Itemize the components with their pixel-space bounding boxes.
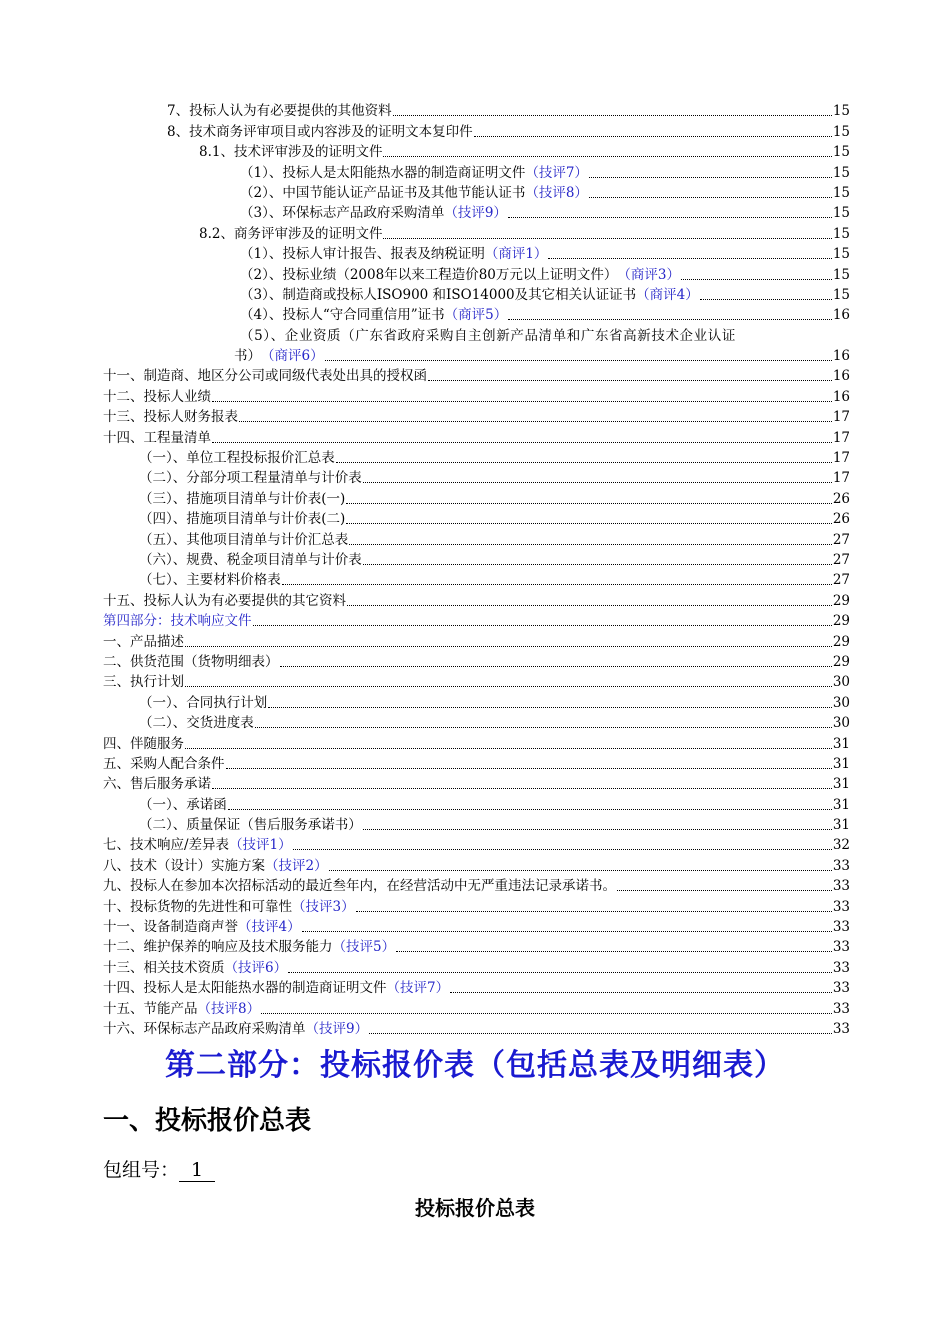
- toc-entry-tag: （商评1）: [484, 246, 548, 263]
- toc-entry-text: （一）、合同执行计划: [139, 694, 268, 711]
- toc-page-number: 15: [832, 144, 850, 161]
- toc-entry[interactable]: [103, 284, 850, 304]
- toc-entry[interactable]: [103, 875, 850, 895]
- dot-leader: [548, 258, 831, 259]
- toc-page-number: 33: [832, 919, 850, 936]
- toc-entry-tag: （技评3）: [292, 898, 355, 915]
- toc-page-number: 17: [832, 429, 850, 446]
- toc-entry[interactable]: [103, 508, 850, 528]
- toc-entry[interactable]: [103, 549, 850, 569]
- toc-entry-text: （3）、制造商或投标人ISO900 和ISO14000及其它相关认证证书: [240, 286, 637, 303]
- dot-leader: [396, 951, 832, 952]
- toc-entry[interactable]: [103, 467, 850, 487]
- toc-entry-tag: （技评1）: [229, 837, 292, 854]
- dot-leader: [226, 768, 832, 769]
- toc-page-number: 29: [832, 592, 850, 609]
- dot-leader: [474, 136, 832, 137]
- toc-entry[interactable]: [103, 997, 850, 1017]
- toc-page-number: 17: [832, 450, 850, 467]
- toc-page-number: 33: [832, 1000, 850, 1017]
- dot-leader: [212, 401, 832, 402]
- toc-entry[interactable]: [103, 671, 850, 691]
- toc-entry[interactable]: [103, 487, 850, 507]
- dot-leader: [261, 1013, 832, 1014]
- toc-entry-text: （一）、承诺函: [139, 796, 227, 813]
- toc-entry-text: （2）、中国节能认证产品证书及其他节能认证书: [240, 184, 526, 201]
- toc-entry-text: （3）、环保标志产品政府采购清单: [240, 205, 445, 222]
- toc-entry-text: 书）: [234, 348, 261, 365]
- toc-entry[interactable]: [103, 814, 850, 834]
- dot-leader: [336, 462, 832, 463]
- toc-entry[interactable]: [103, 426, 850, 446]
- toc-page-number: 33: [832, 898, 850, 915]
- dot-leader: [450, 992, 832, 993]
- toc-entry-text: （5）、企业资质（广东省政府采购自主创新产品清单和广东省高新技术企业认证: [240, 327, 736, 344]
- toc-entry-text: 十、投标货物的先进性和可靠性: [103, 898, 292, 915]
- toc-entry-text: 8、技术商务评审项目或内容涉及的证明文本复印件: [167, 123, 473, 140]
- dot-leader: [239, 421, 832, 422]
- dot-leader: [185, 686, 832, 687]
- dot-leader: [428, 380, 832, 381]
- toc-page-number: 30: [832, 674, 850, 691]
- toc-entry-text: （二）、交货进度表: [139, 715, 254, 732]
- toc-entry-text: 十六、环保标志产品政府采购清单: [103, 1020, 306, 1037]
- section-heading: 一、投标报价总表: [103, 1106, 312, 1136]
- dot-leader: [302, 931, 832, 932]
- dot-leader: [383, 238, 831, 239]
- dot-leader: [383, 156, 831, 157]
- toc-page-number: 33: [832, 980, 850, 997]
- toc-page-number: 15: [832, 205, 850, 222]
- toc-page-number: 26: [832, 490, 850, 507]
- toc-entry-text: 一、产品描述: [103, 633, 184, 650]
- toc-page-number: 27: [832, 572, 850, 589]
- dot-leader: [369, 1033, 832, 1034]
- toc-entry[interactable]: [103, 854, 850, 874]
- toc-entry-text: 十三、相关技术资质: [103, 959, 225, 976]
- toc-entry[interactable]: [103, 385, 850, 405]
- toc-entry[interactable]: [103, 916, 850, 936]
- part-heading: 第二部分：投标报价表（包括总表及明细表）: [165, 1048, 785, 1083]
- toc-entry[interactable]: [103, 202, 850, 222]
- toc-entry[interactable]: [103, 141, 850, 161]
- toc-page-number: 33: [832, 878, 850, 895]
- toc-page-number: 33: [832, 1020, 850, 1037]
- dot-leader: [293, 849, 832, 850]
- toc-entry-text: 十二、维护保养的响应及技术服务能力: [103, 939, 333, 956]
- dot-leader: [268, 707, 832, 708]
- toc-entry-text: 二、供货范围（货物明细表）: [103, 653, 279, 670]
- toc-entry-tag: （技评8）: [525, 184, 588, 201]
- toc-page-number: 15: [832, 103, 850, 120]
- toc-entry[interactable]: [103, 712, 850, 732]
- dot-leader: [280, 666, 832, 667]
- toc-page-number: 27: [832, 551, 850, 568]
- toc-page-number: 29: [832, 633, 850, 650]
- toc-entry-tag: （商评3）: [617, 266, 680, 283]
- toc-entry-wrapped-line1: [103, 324, 850, 344]
- dot-leader: [589, 197, 832, 198]
- dot-leader: [346, 503, 832, 504]
- toc-entry-tag: （商评6）: [261, 348, 324, 365]
- toc-page-number: 31: [832, 796, 850, 813]
- toc-entry[interactable]: [103, 304, 850, 324]
- toc-entry-text: （四）、措施项目清单与计价表(二): [139, 511, 346, 528]
- dot-leader: [255, 727, 832, 728]
- toc-entry-tag: （技评2）: [265, 857, 328, 874]
- dot-leader: [356, 911, 832, 912]
- toc-page-number: 15: [832, 123, 850, 140]
- dot-leader: [288, 972, 832, 973]
- toc-entry-text: 十一、制造商、地区分公司或同级代表处出具的授权函: [103, 368, 427, 385]
- toc-entry-text: 十四、投标人是太阳能热水器的制造商证明文件: [103, 980, 387, 997]
- toc-entry-text: 7、投标人认为有必要提供的其他资料: [167, 103, 392, 120]
- toc-entry-tag: （商评5）: [444, 307, 508, 324]
- dot-leader: [212, 788, 832, 789]
- toc-entry-text: （2）、投标业绩（2008年以来工程造价80万元以上证明文件）: [240, 266, 618, 283]
- toc-entry[interactable]: [103, 732, 850, 752]
- toc-entry[interactable]: [103, 365, 850, 385]
- toc-entry[interactable]: [103, 977, 850, 997]
- toc-entry[interactable]: [103, 773, 850, 793]
- toc-entry-tag: （技评7）: [525, 164, 588, 181]
- toc-entry[interactable]: [103, 263, 850, 283]
- table-of-contents: [103, 100, 850, 1038]
- dot-leader: [347, 605, 832, 606]
- toc-entry-text: 六、售后服务承诺: [103, 776, 211, 793]
- toc-entry-text: 第四部分：技术响应文件: [103, 613, 252, 630]
- toc-entry-text: 8.1、技术评审涉及的证明文件: [199, 144, 383, 161]
- toc-entry[interactable]: [103, 100, 850, 120]
- toc-entry[interactable]: [103, 182, 850, 202]
- toc-entry[interactable]: [103, 651, 850, 671]
- toc-entry[interactable]: [103, 630, 850, 650]
- toc-page-number: 15: [832, 286, 850, 303]
- toc-entry-text: 十一、设备制造商声誉: [103, 919, 238, 936]
- toc-page-number: 16: [832, 307, 850, 324]
- toc-page-number: 32: [832, 837, 850, 854]
- toc-page-number: 17: [832, 470, 850, 487]
- toc-entry[interactable]: [103, 1018, 850, 1038]
- dot-leader: [228, 809, 832, 810]
- dot-leader: [325, 360, 832, 361]
- toc-entry-tag: （技评6）: [224, 959, 288, 976]
- toc-page-number: 27: [832, 531, 850, 548]
- toc-entry-tag: （技评5）: [332, 939, 396, 956]
- toc-page-number: 33: [832, 959, 850, 976]
- toc-entry-text: 七、技术响应/差异表: [103, 837, 230, 854]
- toc-entry[interactable]: [103, 691, 850, 711]
- toc-entry-tag: （商评4）: [636, 286, 699, 303]
- toc-page-number: 31: [832, 817, 850, 834]
- toc-page-number: 30: [832, 715, 850, 732]
- dot-leader: [282, 584, 832, 585]
- toc-page-number: 16: [832, 348, 850, 365]
- dot-leader: [700, 299, 832, 300]
- package-label: 包组号：: [103, 1159, 180, 1181]
- toc-entry-tag: （技评9）: [444, 205, 507, 222]
- toc-page-number: 15: [832, 246, 850, 263]
- toc-page-number: 30: [832, 694, 850, 711]
- toc-entry[interactable]: [103, 834, 850, 854]
- dot-leader: [363, 564, 832, 565]
- package-line: [103, 1155, 215, 1182]
- toc-entry[interactable]: [103, 895, 850, 915]
- toc-entry-text: 十二、投标人业绩: [103, 388, 211, 405]
- dot-leader: [212, 442, 832, 443]
- toc-entry[interactable]: [103, 161, 850, 181]
- toc-entry[interactable]: [103, 610, 850, 630]
- toc-entry-text: 十三、投标人财务报表: [103, 409, 238, 426]
- toc-entry-tag: （技评7）: [386, 980, 450, 997]
- toc-entry[interactable]: [103, 956, 850, 976]
- toc-entry[interactable]: [103, 447, 850, 467]
- toc-page-number: 33: [832, 939, 850, 956]
- toc-entry-text: 十四、工程量清单: [103, 429, 211, 446]
- toc-entry-tag: （技评8）: [197, 1000, 261, 1017]
- dot-leader: [508, 319, 832, 320]
- toc-page-number: 31: [832, 776, 850, 793]
- toc-entry-text: （4）、投标人“守合同重信用”证书: [240, 307, 445, 324]
- table-title: 投标报价总表: [415, 1196, 535, 1220]
- toc-page-number: 17: [832, 409, 850, 426]
- toc-entry-text: （1）、投标人审计报告、报表及纳税证明: [240, 246, 485, 263]
- toc-entry-text: （二）、质量保证（售后服务承诺书）: [139, 817, 362, 834]
- dot-leader: [393, 115, 832, 116]
- package-value: 1: [179, 1159, 215, 1182]
- toc-entry-text: 三、执行计划: [103, 674, 184, 691]
- dot-leader: [185, 646, 832, 647]
- toc-entry-text: 十五、节能产品: [103, 1000, 198, 1017]
- toc-entry-text: （1）、投标人是太阳能热水器的制造商证明文件: [240, 164, 526, 181]
- toc-entry-text: 五、采购人配合条件: [103, 755, 225, 772]
- dot-leader: [346, 523, 832, 524]
- toc-page-number: 15: [832, 184, 850, 201]
- toc-entry-text: （五）、其他项目清单与计价汇总表: [139, 531, 349, 548]
- dot-leader: [589, 177, 832, 178]
- toc-page-number: 33: [832, 857, 850, 874]
- toc-entry[interactable]: [103, 569, 850, 589]
- toc-page-number: 16: [832, 388, 850, 405]
- toc-page-number: 26: [832, 511, 850, 528]
- toc-entry-tag: （技评4）: [238, 919, 301, 936]
- toc-entry[interactable]: [103, 406, 850, 426]
- toc-entry-tag: （技评9）: [305, 1020, 369, 1037]
- toc-entry[interactable]: [103, 936, 850, 956]
- dot-leader: [363, 829, 832, 830]
- dot-leader: [681, 279, 832, 280]
- toc-entry-text: （三）、措施项目清单与计价表(一): [139, 490, 346, 507]
- dot-leader: [329, 870, 832, 871]
- toc-entry[interactable]: [103, 589, 850, 609]
- toc-page-number: 16: [832, 368, 850, 385]
- toc-page-number: 31: [832, 755, 850, 772]
- toc-entry[interactable]: [103, 222, 850, 242]
- dot-leader: [508, 217, 832, 218]
- toc-page-number: 31: [832, 735, 850, 752]
- toc-entry-text: 四、伴随服务: [103, 735, 184, 752]
- toc-entry-text: 九、投标人在参加本次招标活动的最近叁年内，在经营活动中无严重违法记录承诺书。: [103, 878, 616, 895]
- toc-entry[interactable]: [103, 528, 850, 548]
- toc-entry-text: （一）、单位工程投标报价汇总表: [139, 450, 335, 467]
- dot-leader: [363, 482, 832, 483]
- toc-entry[interactable]: [103, 753, 850, 773]
- toc-entry-text: 八、技术（设计）实施方案: [103, 857, 265, 874]
- dot-leader: [185, 748, 832, 749]
- toc-entry-text: （六）、规费、税金项目清单与计价表: [139, 551, 362, 568]
- toc-entry[interactable]: [103, 243, 850, 263]
- toc-page-number: 15: [832, 266, 850, 283]
- toc-entry-text: 十五、投标人认为有必要提供的其它资料: [103, 592, 346, 609]
- toc-entry-text: （七）、主要材料价格表: [139, 572, 281, 589]
- toc-page-number: 15: [832, 225, 850, 242]
- toc-entry-text: （二）、分部分项工程量清单与计价表: [139, 470, 362, 487]
- toc-page-number: 29: [832, 653, 850, 670]
- toc-page-number: 15: [832, 164, 850, 181]
- toc-page-number: 29: [832, 613, 850, 630]
- toc-entry[interactable]: [103, 793, 850, 813]
- toc-entry-text: 8.2、商务评审涉及的证明文件: [199, 225, 383, 242]
- dot-leader: [253, 625, 832, 626]
- toc-entry[interactable]: [103, 120, 850, 140]
- dot-leader: [617, 890, 832, 891]
- dot-leader: [349, 544, 832, 545]
- toc-entry-wrapped-line2[interactable]: [103, 345, 850, 365]
